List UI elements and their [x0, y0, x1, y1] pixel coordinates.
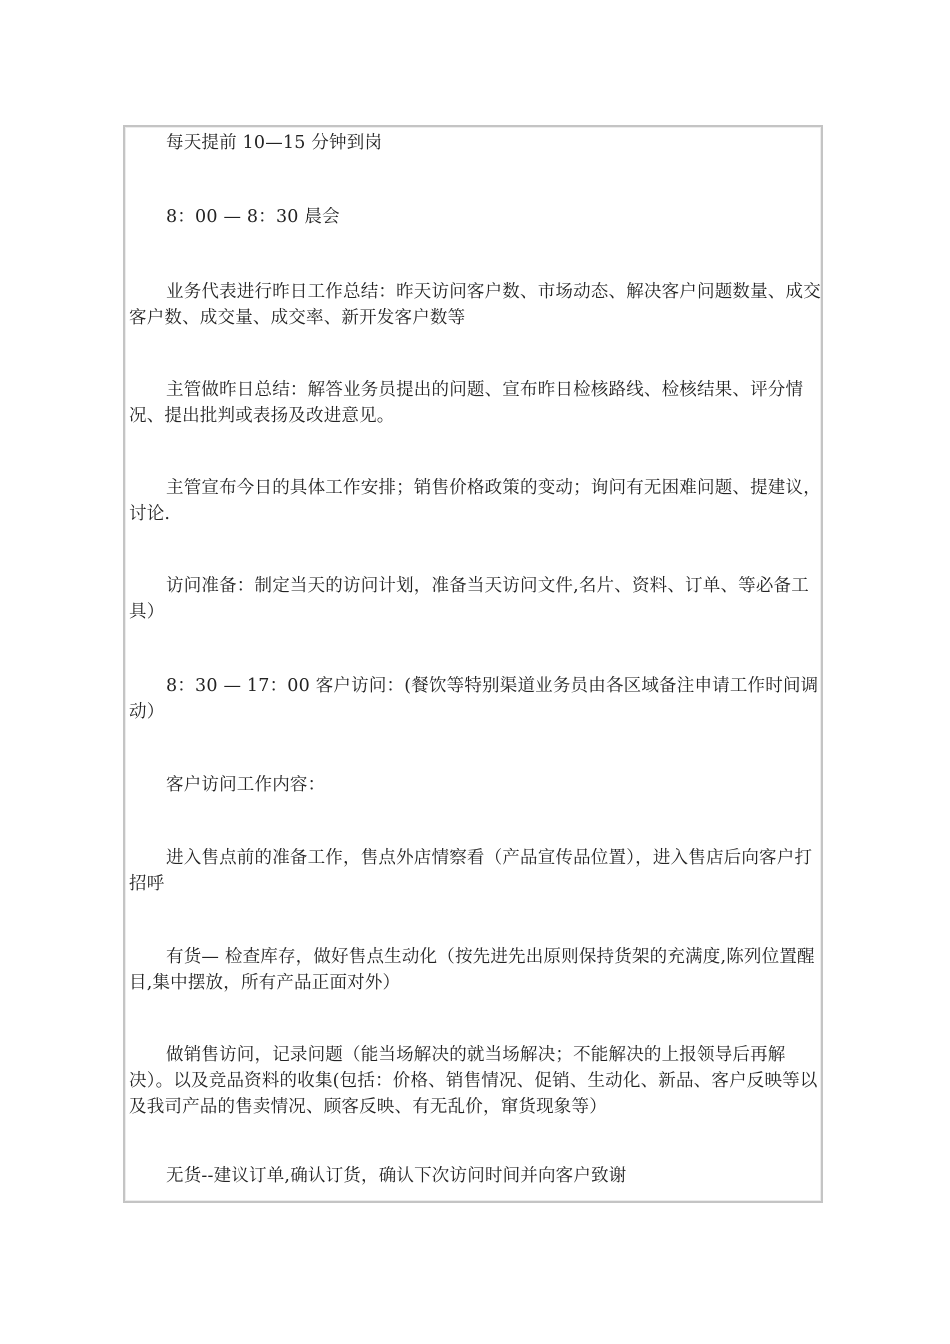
paragraph-out-of-stock: 无货--建议订单,确认订货，确认下次访问时间并向客户致谢 [166, 1166, 627, 1186]
paragraph-supervisor-summary: 主管做昨日总结：解答业务员提出的问题、宣布昨日检核路线、检核结果、评分情况、提出批判或表扬及改进意见。 [129, 380, 804, 426]
paragraph-visit-preparation: 访问准备：制定当天的访问计划，准备当天访问文件,名片、资料、订单、等必备工具） [129, 576, 809, 622]
paragraph-pre-store-prep: 进入售点前的准备工作，售点外店情察看（产品宣传品位置），进入售店后向客户打招呼 [129, 848, 813, 894]
paragraph-sales-visit: 做销售访问，记录问题（能当场解决的就当场解决；不能解决的上报领导后再解决）。以及竞品资料的收集(包括：价格、销售情况、促销、生动化、新品、客户反映等以及我司产品的售卖情况、顾客反映、有无乱价，窜货现象等） [129, 1045, 818, 1117]
paragraph-today-arrangement: 主管宣布今日的具体工作安排；销售价格政策的变动；询问有无困难问题、提建议，讨论. [129, 478, 821, 524]
paragraph-in-stock: 有货— 检查库存，做好售点生动化（按先进先出原则保持货架的充满度,陈列位置醒目,集中摆放，所有产品正面对外） [129, 947, 815, 993]
paragraph-visit-content-heading: 客户访问工作内容： [166, 775, 326, 795]
paragraph-arrival-time: 每天提前 10—15 分钟到岗 [166, 133, 383, 153]
paragraph-morning-meeting: 8：00 — 8：30 晨会 [166, 207, 340, 227]
document-frame [123, 125, 823, 1203]
paragraph-rep-summary: 业务代表进行昨日工作总结：昨天访问客户数、市场动态、解决客户问题数量、成交客户数、成交量、成交率、新开发客户数等 [129, 282, 821, 328]
paragraph-customer-visit-time: 8：30 — 17：00 客户访问：(餐饮等特别渠道业务员由各区域备注申请工作时间调动） [129, 676, 819, 722]
